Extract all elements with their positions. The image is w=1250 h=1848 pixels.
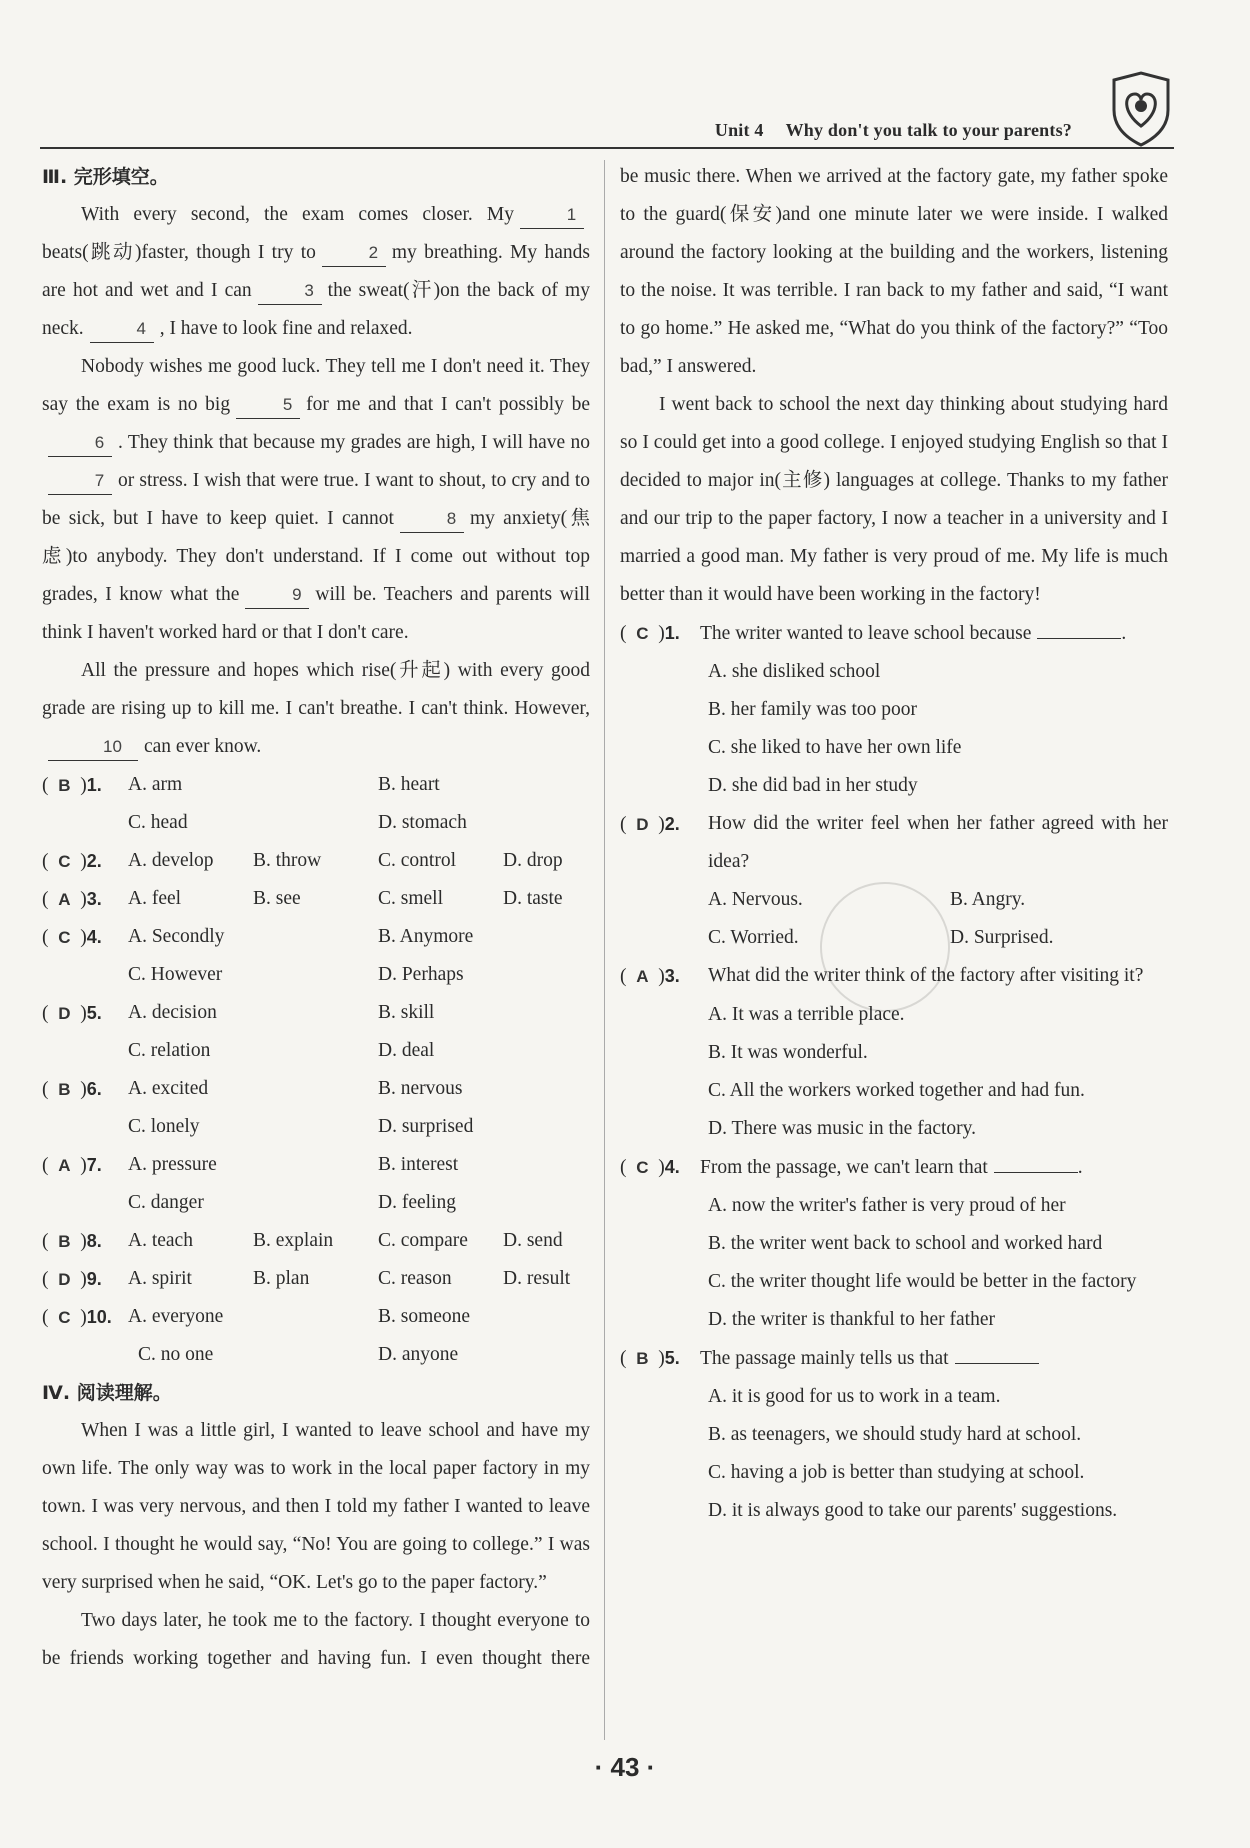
- option-c: C. Worried.: [708, 927, 799, 948]
- option-c: C. compare: [378, 1230, 468, 1251]
- column-divider: [604, 160, 605, 1740]
- option-b: B. explain: [253, 1230, 334, 1251]
- option-a: A. develop: [128, 850, 214, 871]
- page-header: [40, 70, 1174, 150]
- cloze-question-5-cont: [42, 1032, 590, 1070]
- blank-1: 1: [520, 202, 584, 229]
- option-b: B. heart: [378, 774, 440, 795]
- answer-mark: C: [58, 928, 71, 947]
- option-c: C. All the workers worked together and had fun.: [708, 1080, 1085, 1101]
- option-a: A. It was a terrible place.: [708, 1004, 905, 1025]
- option-b: B. the writer went back to school and worked hard: [708, 1233, 1103, 1254]
- option-b: B. throw: [253, 850, 322, 871]
- option-a: A. arm: [128, 774, 183, 795]
- option-d: D. stomach: [378, 812, 467, 833]
- cloze-question-5: ( D )5. A. decision B. skill: [42, 994, 590, 1032]
- cloze-question-2: ( C )2. A. develop B. throw C. control D. drop: [42, 842, 590, 880]
- option-a: A. feel: [128, 888, 182, 909]
- option-c: C. she liked to have her own life: [708, 737, 962, 758]
- cloze-paragraph-3: All the pressure and hopes which rise(升起) with every good grade are rising up to kill me. I can't breathe. I can't think. However,10 can ever know.: [42, 652, 590, 766]
- blank-7: 7: [48, 468, 112, 495]
- blank-5: 5: [236, 392, 300, 419]
- answer-blank: [994, 1153, 1078, 1173]
- cloze-question-10-cont: [42, 1336, 590, 1374]
- reading-question-2: ( D )2. How did the writer feel when her father agreed with her idea?: [620, 805, 1168, 881]
- option-a: A. Secondly: [128, 926, 225, 947]
- option-d: D. result: [503, 1268, 571, 1289]
- option-a: A. teach: [128, 1230, 193, 1251]
- option-c: C. reason: [378, 1268, 452, 1289]
- option-c: C. lonely: [128, 1116, 200, 1137]
- option-d: D. anyone: [378, 1344, 459, 1365]
- option-b: B. see: [253, 888, 301, 909]
- option-a: A. spirit: [128, 1268, 192, 1289]
- reading-paragraph-1: When I was a little girl, I wanted to leave school and have my own life. The only way was to work in the local paper factory in my town. I was very nervous, and then I told my father I wanted to leave school. I thought he would say, “No! You are going to college.” I was very surprised when he said, “OK. Let's go to the paper factory.”: [42, 1420, 590, 1593]
- cloze-question-6: ( B )6. A. excited B. nervous: [42, 1070, 590, 1108]
- reading-question-1: ( C )1. The writer wanted to leave school because .: [620, 614, 1168, 653]
- option-d: D. There was music in the factory.: [708, 1118, 977, 1139]
- cloze-question-4: ( C )4. A. Secondly B. Anymore: [42, 918, 590, 956]
- cloze-question-1-cont: [42, 804, 590, 842]
- option-a: A. excited: [128, 1078, 209, 1099]
- option-d: D. it is always good to take our parents' suggestions.: [708, 1500, 1118, 1521]
- blank-6: 6: [48, 430, 112, 457]
- answer-mark: C: [58, 852, 71, 871]
- reading-question-4: ( C )4. From the passage, we can't learn that .: [620, 1148, 1168, 1187]
- answer-mark: A: [58, 890, 71, 909]
- option-c: C. relation: [128, 1040, 211, 1061]
- option-a: A. decision: [128, 1002, 217, 1023]
- cloze-question-7-cont: [42, 1184, 590, 1222]
- option-b: B. interest: [378, 1154, 459, 1175]
- option-c: C. smell: [378, 888, 444, 909]
- cloze-paragraph-1: With every second, the exam comes closer. My 1beats(跳动)faster, though I try to 2 my breathing. My hands are hot and wet and I can 3 the sweat(汗)on the back of my neck. 4 , I have to look fine and relaxed.: [42, 196, 590, 348]
- reading-paragraph-3: I went back to school the next day thinking about studying hard so I could get into a good college. I enjoyed studying English so that I decided to major in(主修) languages at college. Thanks to my father and our trip to the paper factory, I now a teacher in a university and I married a good man. My father is very proud of me. My life is much better than it would have been working in the factory!: [620, 394, 1168, 605]
- answer-mark: C: [636, 1158, 649, 1177]
- option-d: D. taste: [503, 888, 563, 909]
- option-c: C. head: [128, 812, 188, 833]
- option-c: C. danger: [128, 1192, 204, 1213]
- cloze-question-6-cont: [42, 1108, 590, 1146]
- option-b: B. someone: [378, 1306, 471, 1327]
- option-b: B. her family was too poor: [708, 699, 918, 720]
- option-b: B. Angry.: [950, 889, 1026, 910]
- answer-mark: B: [58, 1232, 71, 1251]
- answer-mark: B: [58, 1080, 71, 1099]
- blank-4: 4: [90, 316, 154, 343]
- answer-mark: B: [58, 776, 71, 795]
- header-title: [715, 120, 1072, 141]
- cloze-question-9: ( D )9. A. spirit B. plan C. reason D. result: [42, 1260, 590, 1298]
- option-d: D. Surprised.: [950, 927, 1054, 948]
- right-column: [620, 158, 1168, 1530]
- cloze-paragraph-2: Nobody wishes me good luck. They tell me I don't need it. They say the exam is no big 5 for me and that I can't possibly be6 . They think that because my grades are high, I will have no7 or stress. I wish that were true. I want to shout, to cry and to be sick, but I have to keep quiet. I cannot 8 my anxiety(焦虑)to anybody. They don't understand. If I come out without top grades, I know what the 9 will be. Teachers and parents will think I haven't worked hard or that I don't care.: [42, 356, 591, 643]
- answer-mark: C: [58, 1308, 71, 1327]
- option-c: C. the writer thought life would be better in the factory: [708, 1271, 1137, 1292]
- cloze-question-3: ( A )3. A. feel B. see C. smell D. taste: [42, 880, 590, 918]
- answer-mark: C: [636, 624, 649, 643]
- reading-section-title: Ⅳ. 阅读理解。: [42, 1382, 172, 1404]
- option-d: D. feeling: [378, 1192, 456, 1213]
- blank-8: 8: [400, 506, 464, 533]
- option-a: A. she disliked school: [708, 661, 881, 682]
- reading-question-3: ( A )3. What did the writer think of the factory after visiting it?: [620, 957, 1168, 996]
- option-d: D. Perhaps: [378, 964, 464, 985]
- option-a: A. now the writer's father is very proud of her: [708, 1195, 1066, 1216]
- question-stem: The passage mainly tells us that: [700, 1348, 949, 1369]
- blank-2: 2: [322, 240, 386, 267]
- reading-paragraph-2b: be music there. When we arrived at the factory gate, my father spoke to the guard(保安)and one minute later we were inside. I walked around the factory looking at the building and the workers, listening to the noise. It was terrible. I ran back to my father and said, “I want to go home.” He asked me, “What do you think of the factory?” “Too bad,” I answered.: [620, 166, 1168, 377]
- option-d: D. send: [503, 1230, 563, 1251]
- question-stem: How did the writer feel when her father agreed with her idea?: [708, 813, 1168, 872]
- option-c: C. having a job is better than studying at school.: [708, 1462, 1085, 1483]
- option-d: D. she did bad in her study: [708, 775, 918, 796]
- cloze-question-8: ( B )8. A. teach B. explain C. compare D. send: [42, 1222, 590, 1260]
- answer-mark: D: [636, 815, 649, 834]
- option-d: D. surprised: [378, 1116, 474, 1137]
- header-unit: Unit 4: [714, 120, 764, 140]
- shield-heart-logo-icon: [1108, 70, 1174, 148]
- cloze-section-title: Ⅲ. 完形填空。: [42, 166, 169, 188]
- option-a: A. pressure: [128, 1154, 217, 1175]
- option-b: B. skill: [378, 1002, 435, 1023]
- header-unit-title: Why don't you talk to your parents?: [785, 120, 1072, 140]
- option-d: D. drop: [503, 850, 563, 871]
- option-c: C. no one: [138, 1344, 214, 1365]
- option-a: A. it is good for us to work in a team.: [708, 1386, 1001, 1407]
- option-b: B. Anymore: [378, 926, 474, 947]
- option-c: C. control: [378, 850, 456, 871]
- blank-10: 10: [48, 734, 138, 761]
- reading-question-5: ( B )5. The passage mainly tells us that: [620, 1339, 1168, 1378]
- page-number: · 43 ·: [594, 1752, 656, 1782]
- cloze-question-4-cont: [42, 956, 590, 994]
- option-b: B. It was wonderful.: [708, 1042, 868, 1063]
- answer-mark: A: [636, 967, 649, 986]
- option-d: D. the writer is thankful to her father: [708, 1309, 995, 1330]
- answer-mark: D: [58, 1270, 71, 1289]
- question-stem: What did the writer think of the factory after visiting it?: [708, 965, 1144, 986]
- blank-3: 3: [258, 278, 322, 305]
- option-c: C. However: [128, 964, 223, 985]
- question-stem: From the passage, we can't learn that: [700, 1157, 988, 1178]
- option-a: A. everyone: [128, 1306, 224, 1327]
- left-column: [42, 158, 590, 1678]
- cloze-question-1: ( B )1. A. arm B. heart: [42, 766, 590, 804]
- reading-paragraph-2a: Two days later, he took me to the factory. I thought everyone to be friends working together and having fun. I even thought there: [42, 1610, 590, 1669]
- option-a: A. Nervous.: [708, 889, 803, 910]
- cloze-question-7: ( A )7. A. pressure B. interest: [42, 1146, 590, 1184]
- answer-blank: [955, 1344, 1039, 1364]
- answer-mark: A: [58, 1156, 71, 1175]
- option-b: B. nervous: [378, 1078, 463, 1099]
- blank-9: 9: [245, 582, 309, 609]
- question-stem: The writer wanted to leave school because: [700, 623, 1032, 644]
- header-rule: [40, 147, 1174, 149]
- option-b: B. plan: [253, 1268, 310, 1289]
- option-d: D. deal: [378, 1040, 435, 1061]
- option-b: B. as teenagers, we should study hard at school.: [708, 1424, 1082, 1445]
- cloze-question-10: ( C )10. A. everyone B. someone: [42, 1298, 590, 1336]
- answer-mark: D: [58, 1004, 71, 1023]
- answer-blank: [1037, 619, 1121, 639]
- answer-mark: B: [636, 1349, 649, 1368]
